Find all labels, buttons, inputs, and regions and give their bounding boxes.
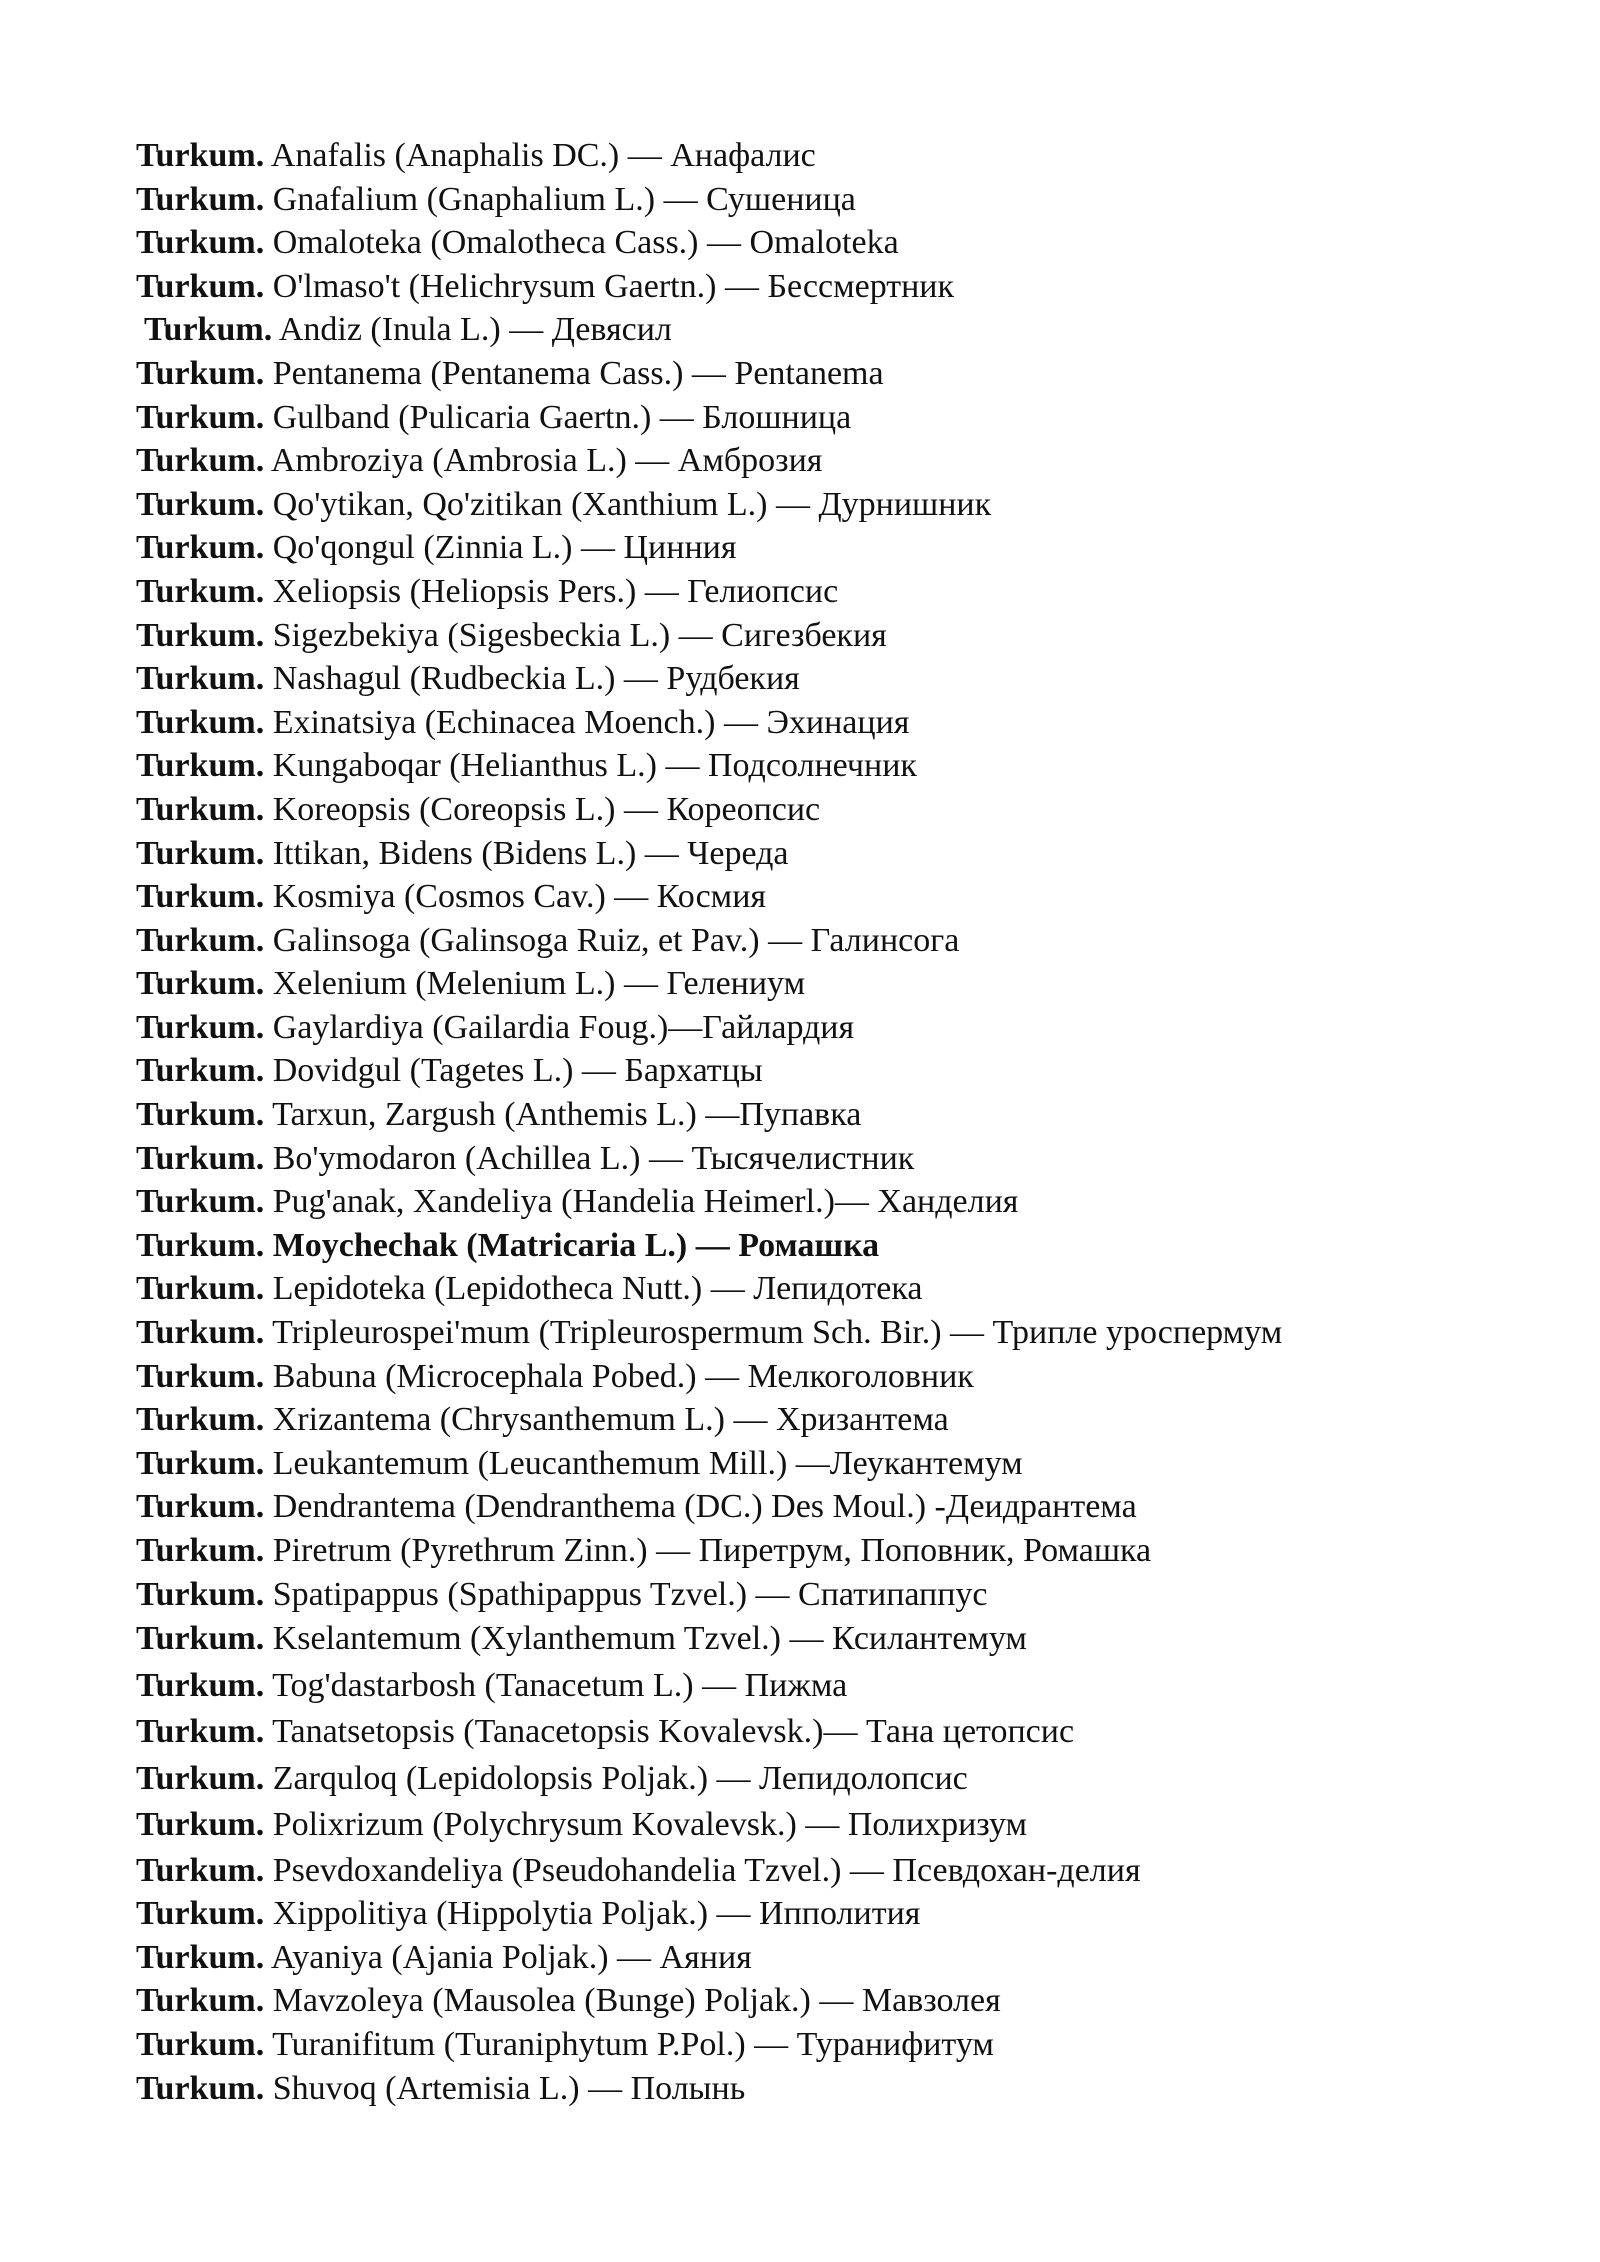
genus-entry: [136, 788, 1536, 832]
genus-entry: [136, 832, 1536, 876]
entry-prefix: Turkum.: [136, 137, 265, 174]
entry-text: Tripleurospei'mum (Tripleurospermum Sch. Bir.) — Трипле уроспермум: [272, 1314, 1283, 1352]
entry-text: O'lmaso't (Helichrysum Gaertn.) — Бессмертник: [272, 267, 955, 305]
entry-prefix: Turkum.: [136, 1314, 265, 1352]
entry-text: Mavzoleya (Mausolea (Bunge) Poljak.) — Мавзолея: [272, 1982, 1001, 2020]
genus-entry: [136, 919, 1536, 963]
entry-text: Sigezbekiya (Sigesbeckia L.) — Сигезбекия: [272, 616, 887, 654]
entry-text: Ittikan, Bidens (Bidens L.) — Череда: [272, 834, 789, 872]
entry-prefix: Turkum.: [136, 790, 265, 828]
entry-prefix: Turkum.: [136, 703, 265, 741]
entry-prefix: Turkum.: [136, 1620, 265, 1658]
entry-text: Omaloteka (Omalotheca Cass.) — Omaloteka: [272, 224, 899, 262]
entry-text: Piretrum (Pyrethrum Zinn.) — Пиретрум, Поповник, Ромашка: [272, 1532, 1152, 1569]
genus-entry: [136, 1137, 1536, 1181]
genus-entry: [136, 2067, 1536, 2111]
entry-text: Gulband (Pulicaria Gaertn.) — Блошница: [272, 398, 852, 436]
entry-prefix: Turkum.: [136, 1938, 265, 1976]
entry-prefix: Turkum.: [136, 1806, 265, 1844]
genus-entry: [136, 1311, 1536, 1355]
entry-text: Kselantemum (Xylanthemum Tzvel.) — Ксилантемум: [272, 1620, 1027, 1658]
entry-prefix: Turkum.: [136, 921, 265, 959]
entry-prefix: Turkum.: [136, 878, 265, 916]
genus-entry: [136, 483, 1536, 527]
genus-entry: [136, 2023, 1536, 2067]
entry-prefix: Turkum.: [136, 1357, 265, 1395]
entry-text: Anafalis (Anaphalis DC.) — Анафалис: [270, 137, 816, 174]
entry-prefix: Turkum.: [136, 1183, 265, 1221]
entry-text: Leukantemum (Leucanthemum Mill.) —Леукантемум: [272, 1444, 1023, 1482]
entry-prefix: Turkum.: [136, 1052, 265, 1090]
genus-entry: [136, 134, 1536, 178]
entry-prefix: Turkum.: [136, 965, 265, 1003]
genus-entry-highlighted: [136, 1224, 1536, 1268]
genus-entry: [136, 1398, 1536, 1442]
entry-text: Kungaboqar (Helianthus L.) — Подсолнечник: [272, 747, 917, 785]
genus-entry: [136, 1979, 1536, 2023]
entry-prefix: Turkum.: [136, 1851, 265, 1889]
genus-entry: [136, 1936, 1536, 1980]
entry-text: Koreopsis (Coreopsis L.) — Кореопсис: [272, 790, 821, 828]
entry-prefix: Turkum.: [136, 398, 265, 436]
entry-text: Pug'anak, Xandeliya (Handelia Heimerl.)— Ханделия: [272, 1183, 1019, 1221]
genus-entry: [136, 1006, 1536, 1050]
genus-entry: [136, 1573, 1536, 1617]
entry-prefix: Turkum.: [136, 1488, 265, 1526]
genus-entry: [136, 1802, 1536, 1849]
genus-entry: [136, 178, 1536, 222]
genus-entry: [136, 1616, 1536, 1663]
genus-entry: [136, 221, 1536, 265]
genus-entry: [136, 1049, 1536, 1093]
genus-entry: [136, 1485, 1536, 1529]
genus-entry: [136, 308, 1536, 352]
genus-entry: [136, 1709, 1536, 1756]
entry-prefix: Turkum.: [136, 1532, 265, 1569]
entry-text: Ayaniya (Ajania Poljak.) — Аяния: [270, 1938, 752, 1976]
entry-prefix: Turkum.: [136, 1008, 265, 1046]
entry-text: Shuvoq (Artemisia L.) — Полынь: [272, 2069, 746, 2107]
entry-text: Gnafalium (Gnaphalium L.) — Сушеница: [272, 180, 856, 218]
entry-text: Xrizantema (Chrysanthemum L.) — Хризантема: [272, 1401, 949, 1439]
entry-prefix: Turkum.: [136, 1982, 265, 2020]
genus-entry: [136, 614, 1536, 658]
entry-text: Andiz (Inula L.) — Девясил: [278, 311, 672, 349]
entry-text: Tarxun, Zargush (Anthemis L.) —Пупавка: [272, 1096, 862, 1134]
genus-entry: [136, 1180, 1536, 1224]
entry-text: Pentanema (Pentanema Cass.) — Pentanema: [272, 354, 884, 392]
entry-text: Tog'dastarbosh (Tanacetum L.) — Пижма: [272, 1666, 848, 1704]
entry-text: Qo'ytikan, Qo'zitikan (Xanthium L.) — Дурнишник: [272, 485, 992, 523]
entry-prefix: Turkum.: [136, 1895, 265, 1933]
entry-prefix: Turkum.: [136, 529, 265, 567]
entry-text: Turanifitum (Turaniphytum P.Pol.) — Туранифитум: [272, 2026, 994, 2064]
entry-prefix: Turkum.: [144, 311, 273, 349]
entry-prefix: Turkum.: [136, 485, 265, 523]
entry-text: Xeliopsis (Heliopsis Pers.) — Гелиопсис: [272, 572, 839, 610]
entry-text: Exinatsiya (Echinacea Moench.) — Эхинация: [272, 703, 910, 741]
entry-text: Xippolitiya (Hippolytia Poljak.) — Ипполития: [272, 1895, 921, 1933]
entry-prefix: Turkum.: [136, 1713, 265, 1751]
genus-entry: [136, 1267, 1536, 1311]
entry-prefix: Turkum.: [136, 1139, 265, 1177]
entry-text: Moychechak (Matricaria L.) — Ромашка: [272, 1226, 880, 1264]
entry-prefix: Turkum.: [136, 354, 265, 392]
genus-entry: [136, 1756, 1536, 1803]
genus-entry: [136, 744, 1536, 788]
entry-prefix: Turkum.: [136, 1759, 265, 1797]
genus-entry: [136, 1892, 1536, 1936]
entry-prefix: Turkum.: [136, 1401, 265, 1439]
entry-prefix: Turkum.: [136, 180, 265, 218]
genus-entry: [136, 265, 1536, 309]
entry-prefix: Turkum.: [136, 834, 265, 872]
entry-text: Bo'ymodaron (Achillea L.) — Тысячелистник: [272, 1139, 915, 1177]
entry-text: Nashagul (Rudbeckia L.) — Рудбекия: [272, 660, 800, 698]
entry-text: Kosmiya (Cosmos Cav.) — Космия: [272, 878, 767, 916]
entry-text: Galinsoga (Galinsoga Ruiz, et Pav.) — Галинсога: [272, 921, 960, 959]
entry-text: Dendrantema (Dendranthema (DC.) Des Moul.) -Деидрантема: [272, 1488, 1137, 1526]
genus-entry: [136, 1355, 1536, 1399]
entry-prefix: Turkum.: [136, 2026, 265, 2064]
entry-prefix: Turkum.: [136, 1226, 265, 1264]
genus-entry: [136, 962, 1536, 1006]
genus-entry: [136, 570, 1536, 614]
genus-entry: [136, 526, 1536, 570]
genus-entry: [136, 1849, 1536, 1893]
entry-text: Zarquloq (Lepidolopsis Poljak.) — Лепидолопсис: [272, 1759, 968, 1797]
genus-entry: [136, 352, 1536, 396]
entry-prefix: Turkum.: [136, 660, 265, 698]
entry-prefix: Turkum.: [136, 2069, 265, 2107]
entry-prefix: Turkum.: [136, 1666, 265, 1704]
entry-text: Xelenium (Melenium L.) — Гелениум: [272, 965, 806, 1003]
genus-entry: [136, 701, 1536, 745]
entry-prefix: Turkum.: [136, 224, 265, 262]
entry-text: Tanatsetopsis (Tanacetopsis Kovalevsk.)— Тана цетопсис: [272, 1713, 1075, 1751]
entry-prefix: Turkum.: [136, 1096, 265, 1134]
genus-entry: [136, 396, 1536, 440]
entry-prefix: Turkum.: [136, 1575, 265, 1613]
entry-text: Babuna (Microcephala Pobed.) — Мелкоголовник: [272, 1357, 974, 1395]
entry-prefix: Turkum.: [136, 572, 265, 610]
genus-list: [136, 134, 1536, 2110]
entry-text: Psevdoxandeliya (Pseudohandelia Tzvel.) — Псевдохан-делия: [272, 1851, 1141, 1889]
genus-entry: [136, 657, 1536, 701]
genus-entry: [136, 1529, 1536, 1573]
genus-entry: [136, 1663, 1536, 1710]
entry-text: Qo'qongul (Zinnia L.) — Цинния: [272, 529, 737, 567]
entry-prefix: Turkum.: [136, 1270, 265, 1308]
genus-entry: [136, 875, 1536, 919]
entry-text: Spatipappus (Spathipappus Tzvel.) — Спатипаппус: [272, 1575, 988, 1613]
genus-entry: [136, 439, 1536, 483]
entry-text: Polixrizum (Polychrysum Kovalevsk.) — Полихризум: [272, 1806, 1028, 1844]
entry-text: Gaylardiya (Gailardia Foug.)—Гайлардия: [272, 1008, 855, 1046]
genus-entry: [136, 1442, 1536, 1486]
entry-prefix: Turkum.: [136, 442, 265, 480]
entry-prefix: Turkum.: [136, 616, 265, 654]
entry-prefix: Turkum.: [136, 267, 265, 305]
entry-text: Ambroziya (Ambrosia L.) — Амброзия: [270, 442, 823, 480]
genus-entry: [136, 1093, 1536, 1137]
entry-text: Lepidoteka (Lepidotheca Nutt.) — Лепидотека: [272, 1270, 923, 1308]
entry-prefix: Turkum.: [136, 1444, 265, 1482]
entry-text: Dovidgul (Tagetes L.) — Бархатцы: [272, 1052, 763, 1090]
entry-prefix: Turkum.: [136, 747, 265, 785]
